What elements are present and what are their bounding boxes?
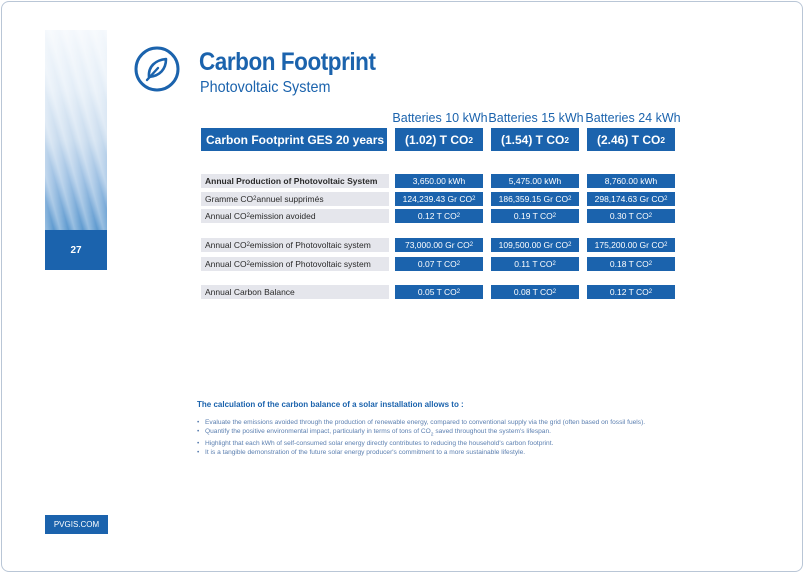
page-number: 27 [45,230,107,270]
column-header-24kwh: Batteries 24 kWh [585,111,681,125]
info-bullet: • Quantify the positive environmental impact, particularly in terms of tons of $CO_2$ saved throughout the system's lifespan. [197,427,645,439]
cell-pv-emission-gr-24kwh: 175,200.00 Gr CO 2 [587,238,675,252]
cell-annual-production-15kwh: 5,475.00 kWh [491,174,579,188]
row-label-pv-emission-t: Annual CO 2 emission of Photovoltaic system [201,257,389,271]
info-bullet: • It is a tangible demonstration of the future solar energy producer's commitment to a more sustainable lifestyle. [197,448,645,457]
info-heading: The calculation of the carbon balance of a solar installation allows to : [197,400,464,409]
cell-pv-emission-t-24kwh: 0.18 T CO 2 [587,257,675,271]
decorative-strip-image [45,30,107,230]
page-subtitle: Photovoltaic System [200,79,331,96]
ges-value-10kwh: (1.02) T CO 2 [395,128,483,151]
cell-pv-emission-t-10kwh: 0.07 T CO 2 [395,257,483,271]
cell-pv-emission-gr-15kwh: 109,500.00 Gr CO 2 [491,238,579,252]
cell-annual-production-24kwh: 8,760.00 kWh [587,174,675,188]
info-bullet: • Highlight that each kWh of self-consumed solar energy directly contributes to reducing the household's carbon footprint. [197,439,645,448]
cell-co2-avoided-24kwh: 0.30 T CO 2 [587,209,675,223]
cell-carbon-balance-10kwh: 0.05 T CO 2 [395,285,483,299]
info-bullet: • Evaluate the emissions avoided through the production of renewable energy, compared to conventional supply via the grid (often based on fossil fuels). [197,418,645,427]
cell-carbon-balance-15kwh: 0.08 T CO 2 [491,285,579,299]
cell-gramme-co2-10kwh: 124,239.43 Gr CO 2 [395,192,483,206]
cell-pv-emission-t-15kwh: 0.11 T CO 2 [491,257,579,271]
column-header-15kwh: Batteries 15 kWh [488,111,584,125]
row-label-carbon-balance: Annual Carbon Balance [201,285,389,299]
column-header-10kwh: Batteries 10 kWh [392,111,488,125]
cell-gramme-co2-15kwh: 186,359.15 Gr CO 2 [491,192,579,206]
row-label-pv-emission-gr: Annual CO 2 emission of Photovoltaic system [201,238,389,252]
site-badge: PVGIS.COM [45,515,108,534]
info-bullet-list [197,418,645,457]
cell-annual-production-10kwh: 3,650.00 kWh [395,174,483,188]
cell-co2-avoided-15kwh: 0.19 T CO 2 [491,209,579,223]
cell-co2-avoided-10kwh: 0.12 T CO 2 [395,209,483,223]
row-label-co2-avoided: Annual CO 2 emission avoided [201,209,389,223]
row-label-annual-production: Annual Production of Photovoltaic System [201,174,389,188]
cell-pv-emission-gr-10kwh: 73,000.00 Gr CO 2 [395,238,483,252]
cell-gramme-co2-24kwh: 298,174.63 Gr CO 2 [587,192,675,206]
ges-value-15kwh: (1.54) T CO 2 [491,128,579,151]
row-label-gramme-co2: Gramme CO 2 annuel supprimés [201,192,389,206]
cell-carbon-balance-24kwh: 0.12 T CO 2 [587,285,675,299]
ges-label: Carbon Footprint GES 20 years [201,128,387,151]
leaf-icon [134,46,180,92]
ges-value-24kwh: (2.46) T CO 2 [587,128,675,151]
page-title: Carbon Footprint [199,48,376,76]
